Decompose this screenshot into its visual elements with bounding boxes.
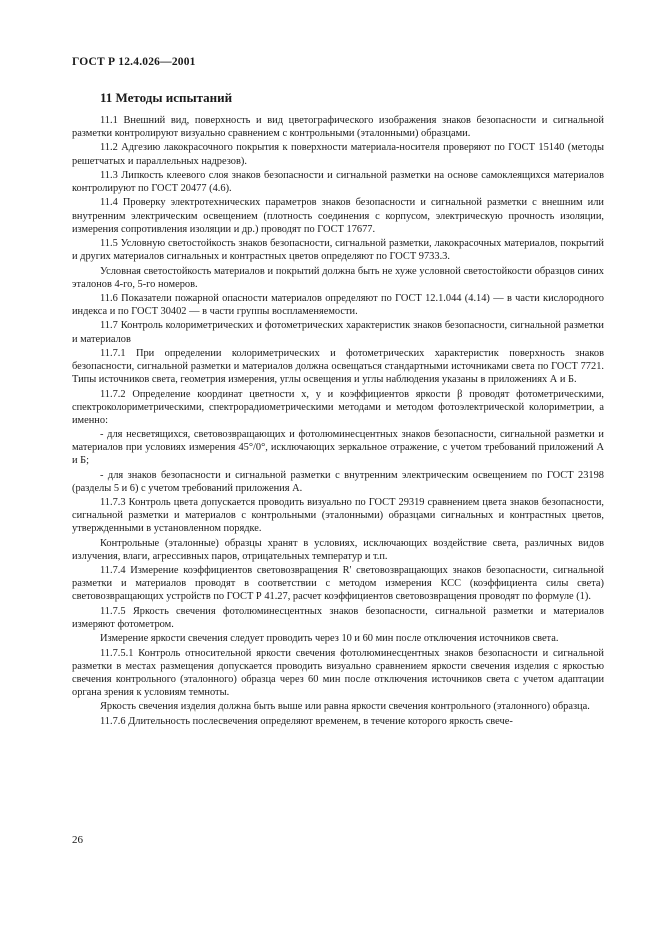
paragraph: 11.5 Условную светостойкость знаков безопасности, сигнальной разметки, лакокрасочных материалов, покрытий и других материалов сигнальных и контрастных цветов определяют по ГОСТ 9733.3.	[72, 238, 604, 263]
paragraph: - для знаков безопасности и сигнальной разметки с внутренним электрическим освещением по ГОСТ 23198 (разделы 5 и 6) с учетом требований приложения А.	[72, 469, 604, 494]
paragraph: - для несветящихся, световозвращающих и фотолюминесцентных знаков безопасности, сигнальной разметки и материалов при условиях измерения 45°/0°, исключающих зеркальное отражение, с учетом требований приложений А и Б;	[72, 429, 604, 467]
paragraph: 11.2 Адгезию лакокрасочного покрытия к поверхности материала-носителя проверяют по ГОСТ 15140 (методы решетчатых и параллельных надрезов).	[72, 142, 604, 167]
paragraph: 11.7.5 Яркость свечения фотолюминесцентных знаков безопасности, сигнальной разметки и материалов измеряют фотометром.	[72, 605, 604, 630]
paragraph: Измерение яркости свечения следует проводить через 10 и 60 мин после отключения источников света.	[100, 633, 559, 645]
paragraph: Контрольные (эталонные) образцы хранят в условиях, исключающих воздействие света, различных видов излучения, влаги, агрессивных паров, отрицательных температур и т.п.	[72, 537, 604, 562]
paragraph: 11.7.3 Контроль цвета допускается проводить визуально по ГОСТ 29319 сравнением цвета знаков безопасности, сигнальной разметки и материалов с контрольными (эталонными) образцами сигнальных и контрастных цветов, утвержденными в установленном порядке.	[72, 497, 604, 535]
paragraph: 11.7.5.1 Контроль относительной яркости свечения фотолюминесцентных знаков безопасности и сигнальной разметки в местах размещения допускается проводить визуально сравнением яркости свечения изделия с яркостью свечения контрольного (эталонного) образца через 60 мин после отключения источников света с учетом адаптации органа зрения к условиям темноты.	[72, 647, 604, 698]
paragraph: 11.4 Проверку электротехнических параметров знаков безопасности и сигнальной разметки с внешним или внутренним электрическим освещением (плотность соединения с корпусом, электрическую прочность изоляции, измерения сопротивления изоляции и др.) проводят по ГОСТ 17677.	[72, 197, 604, 235]
paragraph: 11.7.4 Измерение коэффициентов световозвращения R' световозвращающих знаков безопасности, сигнальной разметки и материалов проводят в соответствии с методом измерения КСС (коэффициента силы света) световозвращающих устройств по ГОСТ Р 41.27, расчет коэффициентов световозвращения проводят по формуле (1).	[72, 565, 604, 603]
paragraph: 11.7.6 Длительность послесвечения определяют временем, в течение которого яркость свече-	[100, 715, 513, 727]
paragraph: 11.6 Показатели пожарной опасности материалов определяют по ГОСТ 12.1.044 (4.14) — в части кислородного индекса и по ГОСТ 30402 — в части группы воспламеняемости.	[72, 293, 604, 318]
paragraph: Условная светостойкость материалов и покрытий должна быть не хуже условной светостойкости образцов синих эталонов 4-го, 5-го номеров.	[72, 265, 604, 290]
paragraph: 11.7.2 Определение координат цветности x, y и коэффициентов яркости β проводят фотометрическими, спектроколориметрическими, спектрорадиометрическими методами и методом фотоэлектрической колориметрии, а именно:	[72, 388, 604, 426]
page-number: 26	[72, 834, 83, 846]
paragraph: 11.7.1 При определении колориметрических и фотометрических характеристик поверхность знаков безопасности, сигнальной разметки и материалов должна освещаться стандартными источниками света по ГОСТ 7721. Типы источников света, геометрия измерения, углы освещения и углы наблюдения указаны в приложениях А и Б.	[72, 347, 604, 386]
paragraph: 11.1 Внешний вид, поверхность и вид цветографического изображения знаков безопасности и сигнальной разметки контролируют визуально сравнением с контрольными (эталонными) образцами.	[72, 115, 604, 140]
paragraph: 11.3 Липкость клеевого слоя знаков безопасности и сигнальной разметки на основе самоклеящихся материалов контролируют по ГОСТ 20477 (4.6).	[72, 169, 604, 195]
section-title: 11 Методы испытаний	[100, 90, 233, 105]
paragraph: 11.7 Контроль колориметрических и фотометрических характеристик знаков безопасности, сигнальной разметки и материалов	[72, 320, 604, 345]
section-body	[72, 114, 604, 729]
document-header: ГОСТ Р 12.4.026—2001	[72, 56, 196, 68]
paragraph: Яркость свечения изделия должна быть выше или равна яркости свечения контрольного (эталонного) образца.	[100, 701, 590, 713]
